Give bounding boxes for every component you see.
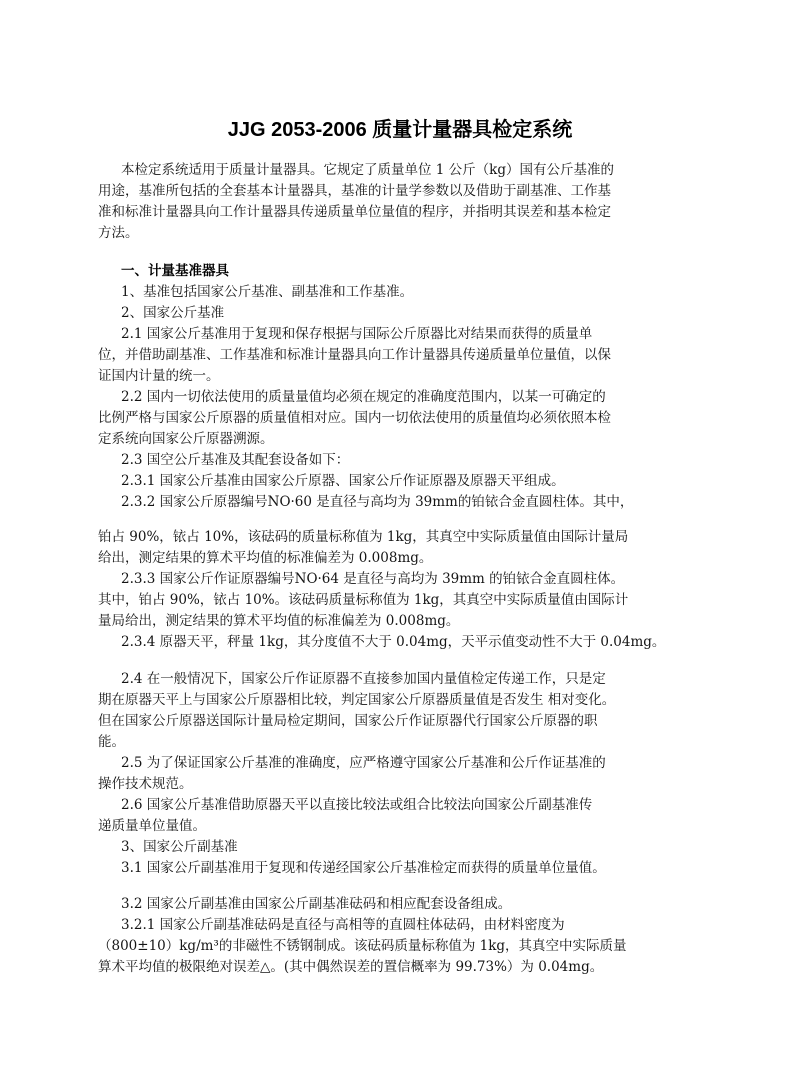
- intro-line: 用途，基准所包括的全套基本计量器具，基准的计量学参数以及借助于副基准、工作基: [98, 183, 611, 199]
- paragraph-line: 量局给出，测定结果的算术平均值的标准偏差为 0.008mg。: [98, 613, 460, 629]
- paragraph-line: 2.4 在一般情况下，国家公斤作证原器不直接参加国内量值检定传递工作，只是定: [121, 671, 606, 687]
- paragraph-line: 2.2 国内一切依法使用的质量量值均必须在规定的准确度范围内，以某一可确定的: [121, 389, 606, 405]
- paragraph-line: 2.6 国家公斤基准借助原器天平以直接比较法或组合比较法向国家公斤副基准传: [121, 797, 593, 813]
- paragraph-line: 3.1 国家公斤副基准用于复现和传递经国家公斤基准检定而获得的质量单位量值。: [121, 860, 606, 876]
- paragraph-line: 铂占 90%，铱占 10%，该砝码的质量标称值为 1kg，其真空中实际质量值由国际计量局: [98, 529, 629, 545]
- paragraph-line: 但在国家公斤原器送国际计量局检定期间，国家公斤作证原器代行国家公斤原器的职: [98, 713, 598, 729]
- paragraph-line: 能。: [98, 734, 125, 750]
- paragraph-line: 算术平均值的极限绝对误差△。(其中偶然误差的置信概率为 99.73%）为 0.04mg。: [98, 959, 604, 975]
- intro-line: 方法。: [98, 225, 139, 241]
- paragraph-line: （800±10）kg/m³的非磁性不锈钢制成。该砝码质量标称值为 1kg，其真空中实际质量: [98, 938, 627, 954]
- paragraph-line: 比例严格与国家公斤原器的质量值相对应。国内一切依法使用的质量值均必须依照本检: [98, 410, 611, 426]
- paragraph-line: 证国内计量的统一。: [98, 368, 220, 384]
- paragraph-line: 3.2 国家公斤副基准由国家公斤副基准砝码和相应配套设备组成。: [121, 896, 512, 912]
- paragraph-line: 定系统向国家公斤原器溯源。: [98, 431, 274, 447]
- paragraph-line: 期在原器天平上与国家公斤原器相比较，判定国家公斤原器质量值是否发生 相对变化。: [98, 692, 616, 708]
- paragraph-line: 2.1 国家公斤基准用于复现和保存根据与国际公斤原器比对结果而获得的质量单: [121, 326, 593, 342]
- document-title: JJG 2053-2006 质量计量器具检定系统: [227, 119, 573, 141]
- paragraph-line: 3、国家公斤副基准: [121, 839, 238, 855]
- paragraph-line: 1、基准包括国家公斤基准、副基准和工作基准。: [121, 284, 414, 300]
- paragraph-line: 3.2.1 国家公斤副基准砝码是直径与高相等的直圆柱体砝码，由材料密度为: [121, 917, 565, 933]
- paragraph-line: 2、国家公斤基准: [121, 305, 225, 321]
- paragraph-line: 其中，铂占 90%，铱占 10%。该砝码质量标称值为 1kg，其真空中实际质量值由国际计: [98, 592, 629, 608]
- paragraph-line: 操作技术规范。: [98, 776, 193, 792]
- intro-line: 准和标准计量器具向工作计量器具传递质量单位量值的程序，并指明其误差和基本检定: [98, 204, 611, 220]
- paragraph-line: 位，并借助副基准、工作基准和标准计量器具向工作计量器具传递质量单位量值，以保: [98, 347, 611, 363]
- paragraph-line: 2.3 国空公斤基准及其配套设备如下：: [121, 452, 350, 468]
- paragraph-line: 2.3.3 国家公斤作证原器编号NO·64 是直径与高均为 39mm 的铂铱合金直圆柱体。: [121, 571, 625, 587]
- intro-line: 本检定系统适用于质量计量器具。它规定了质量单位 1 公斤（kg）国有公斤基准的: [121, 162, 614, 178]
- paragraph-line: 2.5 为了保证国家公斤基准的准确度，应严格遵守国家公斤基准和公斤作证基准的: [121, 755, 606, 771]
- paragraph-line: 2.3.4 原器天平，秤量 1kg，其分度值不大于 0.04mg，天平示值变动性不大于 0.04mg。: [121, 634, 666, 650]
- paragraph-line: 2.3.2 国家公斤原器编号NO·60 是直径与高均为 39mm的铂铱合金直圆柱体。其中，: [121, 494, 634, 510]
- section-heading: 一、计量基准器具: [121, 263, 229, 279]
- paragraph-line: 递质量单位量值。: [98, 818, 206, 834]
- paragraph-line: 给出，测定结果的算术平均值的标准偏差为 0.008mg。: [98, 550, 433, 566]
- paragraph-line: 2.3.1 国家公斤基准由国家公斤原器、国家公斤作证原器及原器天平组成。: [121, 473, 565, 489]
